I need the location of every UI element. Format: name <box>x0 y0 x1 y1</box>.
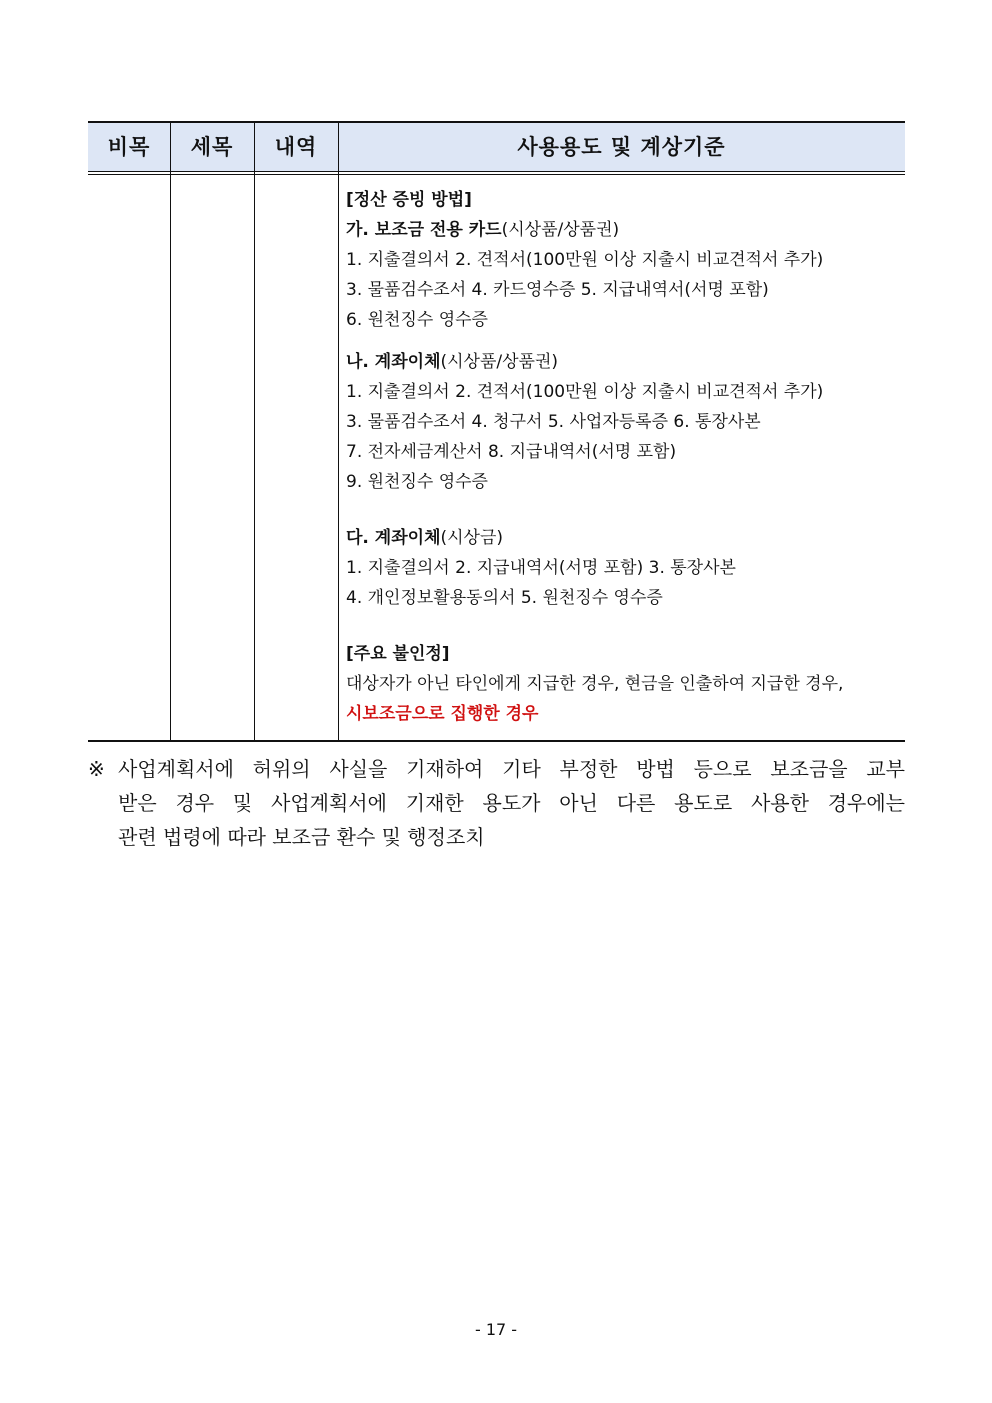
list-item: 1. 지출결의서 2. 견적서(100만원 이상 지출시 비교견적서 추가) <box>346 250 824 270</box>
column-divider <box>170 123 171 740</box>
footnote-line: 사업계획서에 허위의 사실을 기재하여 기타 부정한 방법 등으로 보조금을 교부 <box>118 757 905 781</box>
unrecognized-highlight: 시보조금으로 집행한 경우 <box>346 704 539 724</box>
table-bottom-rule <box>88 740 905 742</box>
list-item: 9. 원천징수 영수증 <box>346 472 488 492</box>
unrecognized-text: 대상자가 아닌 타인에게 지급한 경우, 현금을 인출하여 지급한 경우, <box>346 674 844 694</box>
section-ga-heading: 가. 보조금 전용 카드(시상품/상품권) <box>346 220 620 240</box>
column-divider <box>254 123 255 740</box>
list-item: 1. 지출결의서 2. 견적서(100만원 이상 지출시 비교견적서 추가) <box>346 382 824 402</box>
list-item: 1. 지출결의서 2. 지급내역서(서명 포함) 3. 통장사본 <box>346 558 736 578</box>
footnote-line: 받은 경우 및 사업계획서에 기재한 용도가 아닌 다른 용도로 사용한 경우에는 <box>118 791 905 815</box>
list-item: 3. 물품검수조서 4. 카드영수증 5. 지급내역서(서명 포함) <box>346 280 769 300</box>
unrecognized-title: [주요 불인정] <box>346 644 450 664</box>
header-biomok: 비목 <box>107 135 151 159</box>
list-item: 4. 개인정보활용동의서 5. 원천징수 영수증 <box>346 588 663 608</box>
header-semok: 세목 <box>190 135 234 159</box>
section-na-heading: 나. 계좌이체(시상품/상품권) <box>346 352 559 372</box>
header-naeyeok: 내역 <box>274 135 318 159</box>
section-da-heading: 다. 계좌이체(시상금) <box>346 528 504 548</box>
list-item: 6. 원천징수 영수증 <box>346 310 488 330</box>
settlement-title: [정산 증빙 방법] <box>346 190 472 210</box>
list-item: 7. 전자세금계산서 8. 지급내역서(서명 포함) <box>346 442 677 462</box>
page-number: - 17 - <box>474 1320 518 1339</box>
header-usage-criteria: 사용용도 및 계상기준 <box>517 135 726 159</box>
list-item: 3. 물품검수조서 4. 청구서 5. 사업자등록증 6. 통장사본 <box>346 412 761 432</box>
footnote-line: 관련 법령에 따라 보조금 환수 및 행정조치 <box>118 825 485 849</box>
reference-mark: ※ <box>88 757 105 781</box>
column-divider <box>338 123 339 740</box>
header-rule <box>88 171 905 172</box>
usage-criteria-cell <box>346 185 902 729</box>
budget-usage-table <box>88 121 905 742</box>
header-rule-double <box>88 174 905 175</box>
footnote <box>88 752 905 854</box>
